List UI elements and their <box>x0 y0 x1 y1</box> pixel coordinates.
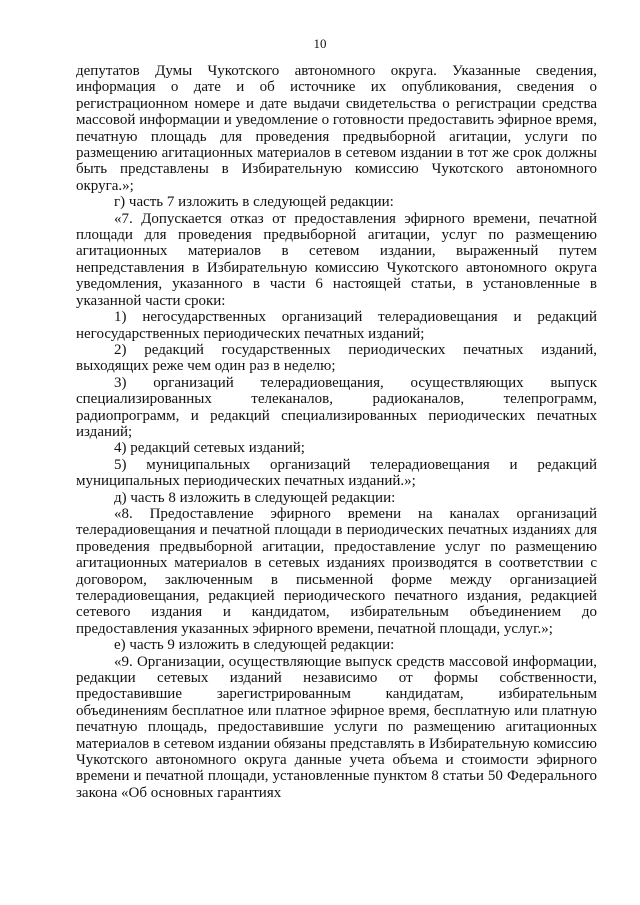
paragraph-part-9: «9. Организации, осуществляющие выпуск средств массовой информации, редакции сетевых изданий независимо от формы собственности, предоставившие зарегистрированным кандидатам, избирательным объединениям бесплатное или платное эфирное время, бесплатную или платную печатную площадь, предоставившие услуги по размещению агитационных материалов в сетевом издании обязаны представлять в Избирательную комиссию Чукотского автономного округа данные учета объема и стоимости эфирного времени и печатной площади, установленные пунктом 8 статьи 50 Федерального закона «Об основных гарантиях <box>76 653 597 801</box>
paragraph-amendment-g: г) часть 7 изложить в следующей редакции: <box>114 194 394 211</box>
paragraph-continuation: депутатов Думы Чукотского автономного округа. Указанные сведения, информация о дате и об источнике их опубликования, сведения о регистрационном номере и дате выдачи свидетельства о регистрации средства массовой информации и уведомление о готовности предоставить эфирное время, печатную площадь для проведения предвыборной агитации, услуги по размещению агитационных материалов в сетевом издании в тот же срок должны быть представлены в Избирательную комиссию Чукотского автономного округа.»; <box>76 63 597 194</box>
paragraph-part-7: «7. Допускается отказ от предоставления эфирного времени, печатной площади для проведения предвыборной агитации, услуг по размещению агитационных материалов в сетевом издании, выраженный путем непредставления в Избирательную комиссию Чукотского автономного округа уведомления, указанного в части 6 настоящей статьи, в установленные в указанной части сроки: <box>76 210 597 309</box>
list-item-3: 3) организаций телерадиовещания, осуществляющих выпуск специализированных телеканалов, радиоканалов, телепрограмм, радиопрограмм, и редакций специализированных периодических печатных изданий; <box>76 374 597 440</box>
paragraph-amendment-d: д) часть 8 изложить в следующей редакции: <box>114 489 396 506</box>
list-item-2: 2) редакций государственных периодических печатных изданий, выходящих реже чем один раз в неделю; <box>76 341 597 375</box>
paragraph-amendment-e: е) часть 9 изложить в следующей редакции: <box>114 637 395 654</box>
list-item-1: 1) негосударственных организаций телерадиовещания и редакций негосударственных периодических печатных изданий; <box>76 309 597 342</box>
list-item-5: 5) муниципальных организаций телерадиовещания и редакций муниципальных периодических печатных изданий.»; <box>76 456 597 490</box>
document-body <box>76 63 597 801</box>
paragraph-part-8: «8. Предоставление эфирного времени на каналах организаций телерадиовещания и печатной площади в периодических печатных изданиях для проведения предвыборной агитации, предоставление услуг по размещению агитационных материалов в сетевых изданиях производятся в соответствии с договором, заключенным в письменной форме между организацией телерадиовещания, редакцией периодического печатного издания, редакцией сетевого издания и кандидатом, избирательным объединением до предоставления указанных эфирного времени, печатной площади, услуг.»; <box>76 505 597 637</box>
list-item-4: 4) редакций сетевых изданий; <box>114 440 305 457</box>
page-number: 10 <box>313 36 327 51</box>
